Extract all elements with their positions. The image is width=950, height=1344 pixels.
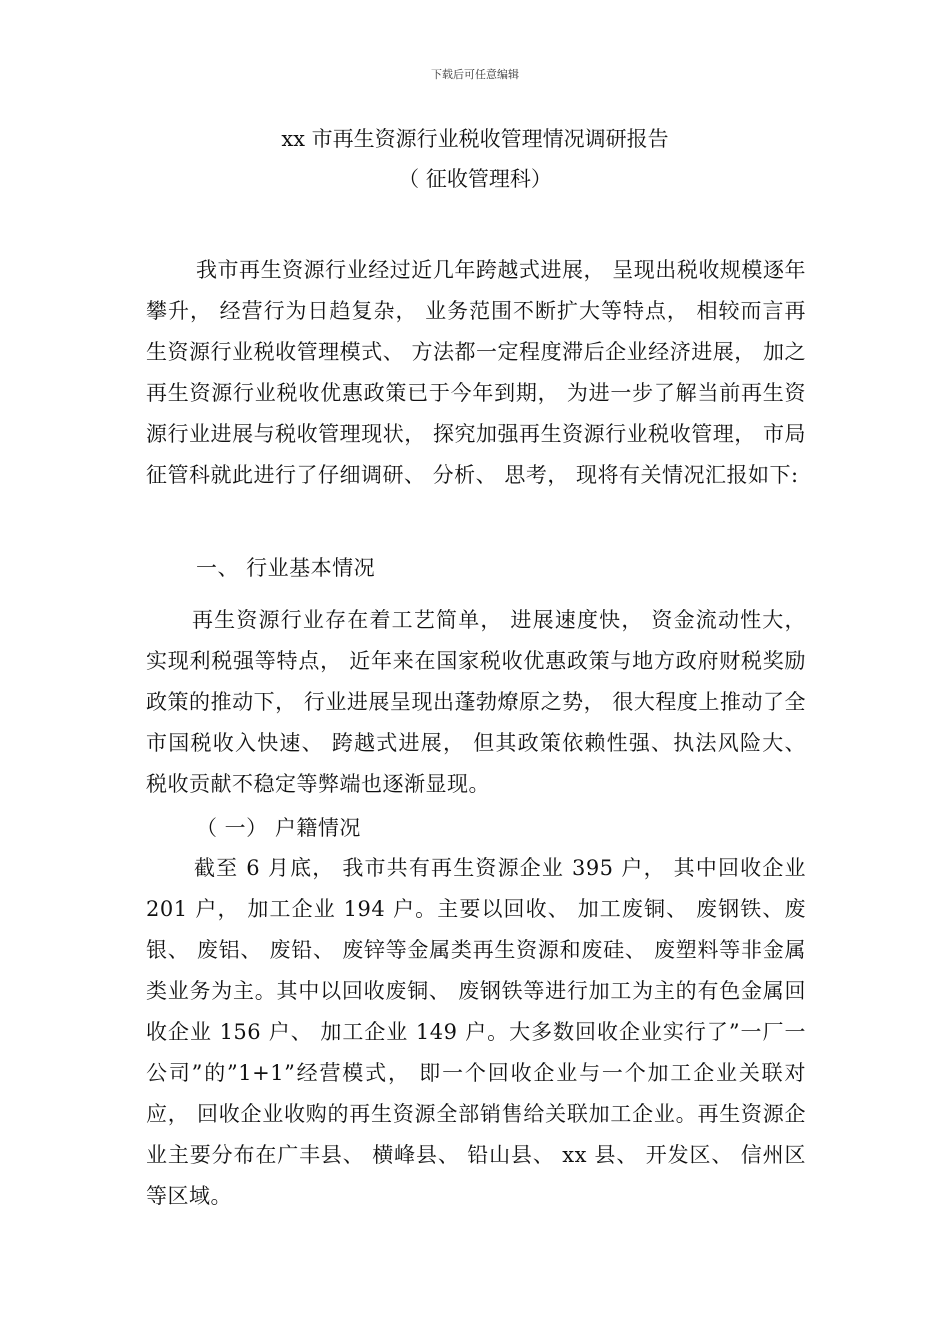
section-1-paragraph: 再生资源行业存在着工艺简单， 进展速度快， 资金流动性大，实现利税强等特点， 近年来在国家税收优惠政策与地方政府财税奖励政策的推动下， 行业进展呈现出蓬勃燎原之势， 很大程度上推动了全市国税收入快速、 跨越式进展， 但其政策依赖性强、执法风险大、 税收贡献不稳定等弊端也逐渐显现。 <box>146 608 806 796</box>
subsection-1-paragraph: 截至 6 月底， 我市共有再生资源企业 395 户， 其中回收企业 201 户， 加工企业 194 户。主要以回收、 加工废铜、 废钢铁、废银、 废铝、 废铅、 废锌等金属类再生资源和废硅、 废塑料等非金属类业务为主。其中以回收废铜、 废钢铁等进行加工为主的有色金属回收企业 156 户、 加工企业 149 户。大多数回收企业实行了”一厂一公司”的”1+1”经营模式， 即一个回收企业与一个加工企业关联对应， 回收企业收购的再生资源全部销售给关联加工企业。再生资源企业主要分布在广丰县、 横峰县、 铅山县、 xx 县、 开发区、 信州区等区域。 <box>146 856 806 1208</box>
header-note: 下载后可任意编辑 <box>431 68 519 81</box>
report-title: xx 市再生资源行业税收管理情况调研报告 <box>281 127 669 151</box>
report-subtitle: （ 征收管理科） <box>398 167 552 191</box>
section-heading-1: 一、 行业基本情况 <box>196 556 376 580</box>
intro-paragraph: 我市再生资源行业经过近几年跨越式进展， 呈现出税收规模逐年攀升， 经营行为日趋复杂， 业务范围不断扩大等特点， 相较而言再生资源行业税收管理模式、 方法都一定程度滞后企业经济进展， 加之再生资源行业税收优惠政策已于今年到期， 为进一步了解当前再生资源行业进展与税收管理现状， 探究加强再生资源行业税收管理， 市局征管科就此进行了仔细调研、 分析、 思考， 现将有关情况汇报如下: <box>146 258 806 487</box>
subsection-heading-1: （ 一） 户籍情况 <box>196 816 361 840</box>
